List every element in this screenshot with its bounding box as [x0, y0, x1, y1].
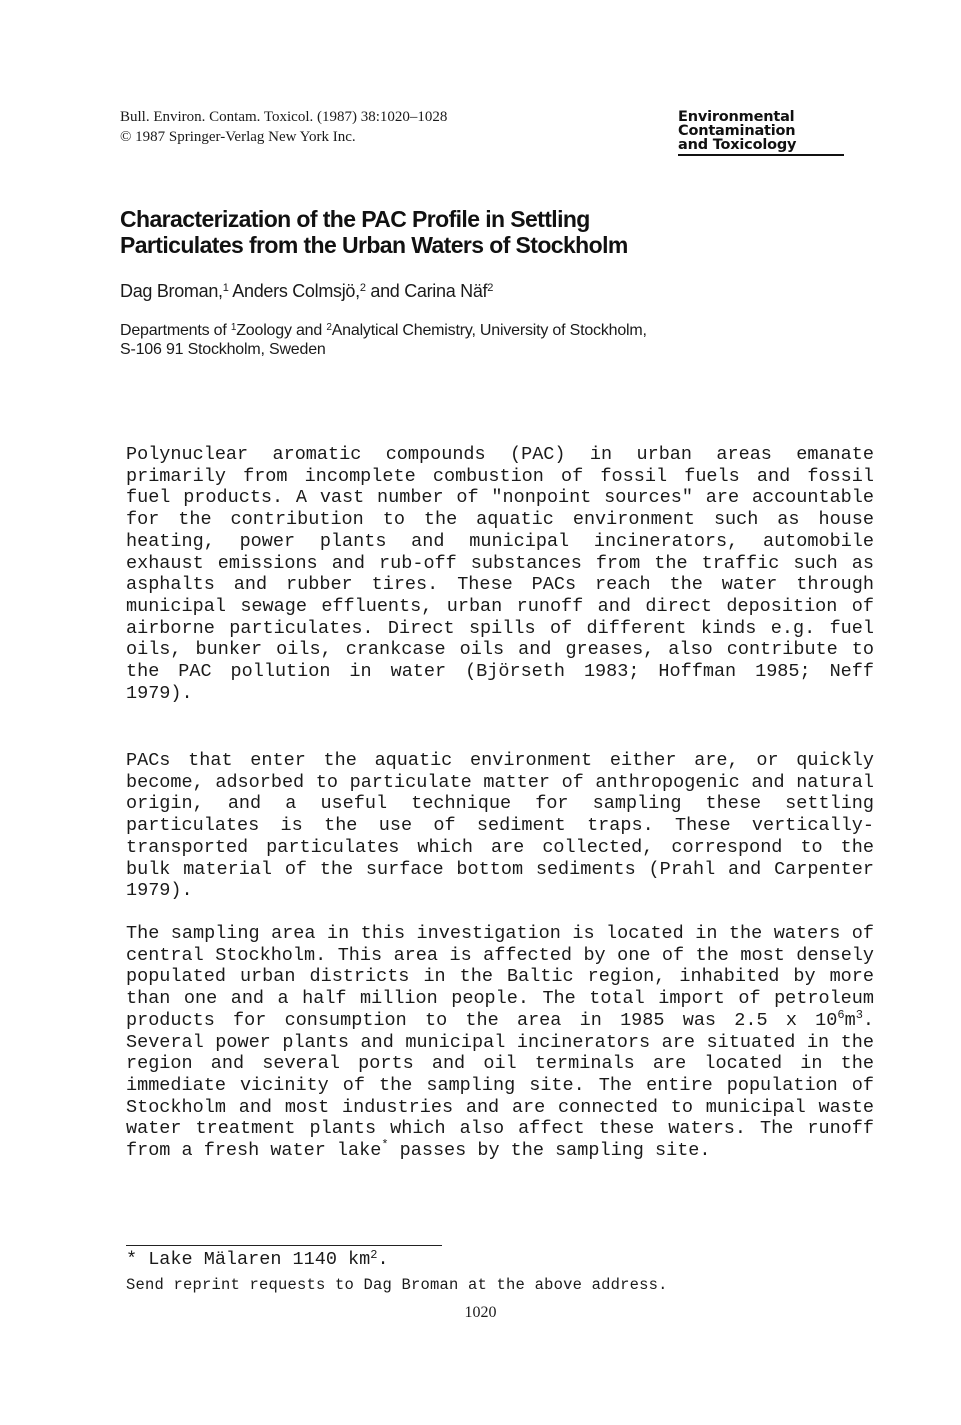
body-text: passes by the sampling site.	[388, 1140, 711, 1162]
author-affil-mark: 2	[359, 282, 366, 294]
author-name: Dag Broman,	[120, 281, 223, 301]
citation-line: Bull. Environ. Contam. Toxicol. (1987) 38:1020–1028	[120, 109, 448, 125]
exponent: 3	[855, 1007, 863, 1022]
journal-logo-line: Environmental	[678, 109, 795, 125]
body-text: The sampling area in this investigation is located in the waters of central Stockholm. This area is affected by one of the most densely populated urban districts in the Baltic region, inhabited by more than one and a half million people. The total import of petroleum products for consumption to the area in 1985 was 2.5 x 10	[126, 923, 874, 1031]
exponent: 2	[370, 1248, 378, 1262]
footnote-divider	[126, 1245, 442, 1246]
page-number: 1020	[464, 1304, 497, 1321]
author-affil-mark: 1	[222, 282, 229, 294]
body-paragraph: PACs that enter the aquatic environment either are, or quickly become, adsorbed to particulate matter of anthropogenic and natural origin, and a useful technique for sampling these settling particulates is the use of sediment traps. These vertically-transported particulates which are collected, correspond to the bulk material of the surface bottom sediments (Prahl and Carpenter 1979).	[126, 750, 874, 902]
affil-mark: 2	[326, 322, 332, 333]
title-line: Characterization of the PAC Profile in Settling	[120, 206, 590, 232]
body-text: . Several power plants and municipal incinerators are situated in the region and several ports and oil terminals are located in the immediate vicinity of the sampling site. The entire population of Stockholm and most industries and are connected to municipal waste water treatment plants which also affect these waters. The runoff from a fresh water lake	[126, 1009, 874, 1162]
journal-logo-line: Contamination	[678, 123, 796, 139]
body-paragraph	[126, 923, 874, 1162]
author-name: Anders Colmsjö,	[228, 281, 360, 301]
exponent: 6	[837, 1007, 845, 1022]
copyright-line: © 1987 Springer-Verlag New York Inc.	[120, 129, 356, 145]
author-list	[120, 277, 493, 302]
title-line: Particulates from the Urban Waters of Stockholm	[120, 232, 628, 258]
journal-logo-line: and Toxicology	[678, 137, 797, 153]
affiliation-prefix: Departments of	[120, 322, 231, 339]
body-text: m	[844, 1009, 856, 1031]
affiliation	[120, 318, 647, 359]
affiliation-dept: Zoology and	[236, 322, 327, 339]
affiliation-dept: Analytical Chemistry, University of Stockholm,	[331, 322, 647, 339]
author-name: and Carina Näf	[365, 281, 488, 301]
journal-logo	[678, 110, 844, 156]
footnote-text: .	[377, 1249, 389, 1270]
article-title	[120, 206, 840, 258]
footnote-marker: *	[381, 1138, 389, 1153]
footnote-text: * Lake Mälaren 1140 km	[126, 1249, 371, 1270]
body-paragraph: Polynuclear aromatic compounds (PAC) in urban areas emanate primarily from incomplete combustion of fossil fuels and fossil fuel products. A vast number of "nonpoint sources" are accountable for the contribution to the aquatic environment such as house heating, power plants and municipal incinerators, automobile exhaust emissions and rub-off substances from the traffic such as asphalts and rubber tires. These PACs reach the water through municipal sewage effluents, urban runoff and direct deposition of airborne particulates. Direct spills of different kinds e.g. fuel oils, bunker oils, crankcase oils and greases, also contribute to the PAC pollution in water (Björseth 1983; Hoffman 1985; Neff 1979).	[126, 444, 874, 704]
reprint-request-note: Send reprint requests to Dag Broman at the above address.	[126, 1276, 668, 1294]
footnote-lake	[126, 1249, 389, 1271]
affil-mark: 1	[230, 322, 237, 333]
affiliation-address: S-106 91 Stockholm, Sweden	[120, 341, 326, 358]
author-affil-mark: 2	[487, 282, 494, 294]
citation-header	[120, 107, 447, 147]
affiliation-line	[120, 318, 647, 340]
